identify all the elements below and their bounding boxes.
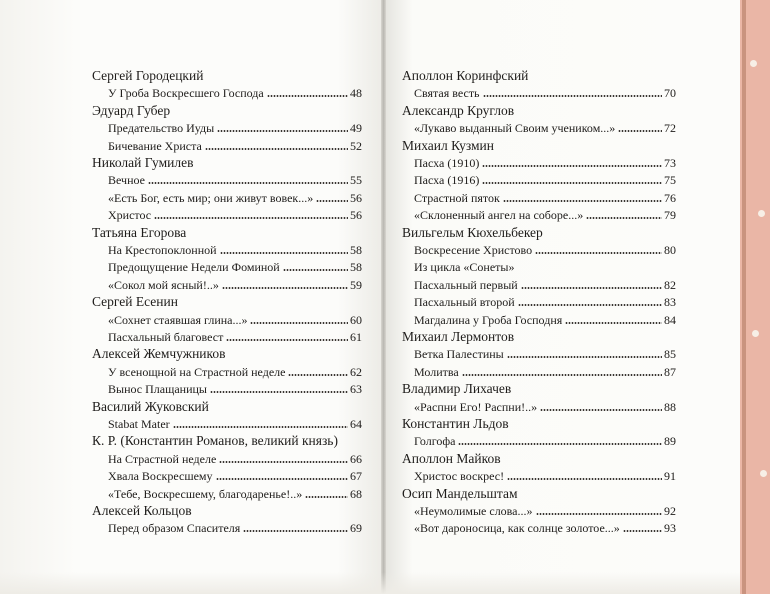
toc-author: [92, 294, 178, 310]
right-page: [384, 0, 740, 594]
toc-entry: [108, 451, 362, 467]
page-number: 49: [350, 121, 362, 136]
dot-leader: [205, 148, 348, 150]
page-number: 58: [350, 243, 362, 257]
poem-title: Голгофа: [414, 434, 456, 449]
toc-entry: [414, 503, 676, 519]
toc-entry: [414, 207, 676, 223]
author-name: Василий Жуковский: [92, 398, 209, 414]
dot-leader: [507, 478, 662, 480]
dot-leader: [217, 130, 348, 132]
toc-author: [92, 155, 193, 171]
poem-title: Воскресение Христово: [414, 243, 533, 257]
toc-entry: [414, 259, 676, 275]
author-name: Николай Гумилев: [92, 155, 194, 170]
page-number: 48: [350, 86, 362, 101]
toc-entry: [414, 172, 676, 188]
page-number: 84: [664, 312, 676, 327]
poem-title: «Вот дароносица, как солнце золотое...»: [414, 521, 620, 536]
dot-leader: [250, 322, 348, 324]
poem-title: Бичевание Христа: [108, 138, 202, 153]
toc-entry: [414, 120, 676, 136]
page-number: 76: [664, 190, 676, 205]
poem-title: Ветка Палестины: [414, 347, 504, 362]
toc-entry: [414, 399, 676, 415]
poem-title: Пасха (1910): [414, 156, 480, 170]
poem-title: «Есть Бог, есть мир; они живут вовек...»: [108, 190, 314, 205]
dot-leader: [283, 269, 348, 271]
page-number: 82: [664, 277, 676, 292]
cover-flower: [758, 210, 765, 217]
book-gutter: [381, 0, 386, 594]
page-number: 73: [664, 156, 676, 170]
author-name: Аполлон Коринфский: [402, 68, 529, 83]
page-number: 60: [350, 312, 362, 327]
author-name: Алексей Кольцов: [92, 503, 192, 518]
toc-entry: [414, 242, 676, 258]
toc-author: [402, 416, 509, 432]
toc-entry: [414, 155, 676, 171]
page-number: 66: [350, 451, 362, 466]
dot-leader: [618, 130, 662, 132]
dot-leader: [503, 200, 662, 202]
poem-title: Страстной пяток: [414, 190, 500, 205]
dot-leader: [226, 339, 348, 341]
dot-leader: [216, 478, 349, 480]
toc-entry: [108, 312, 362, 328]
toc-entry: [108, 207, 362, 223]
poem-title: На Страстной неделе: [108, 451, 217, 466]
page-number: 56: [350, 190, 362, 205]
poem-title: Христос воскрес!: [414, 469, 505, 484]
toc-entry: [414, 364, 676, 380]
toc-entry: [414, 294, 676, 310]
toc-entry: [108, 416, 362, 432]
dot-leader: [316, 200, 348, 202]
dot-leader: [586, 217, 662, 219]
author-name: Михаил Кузмин: [402, 137, 495, 153]
page-number: 61: [350, 330, 362, 344]
table-of-contents-left: [0, 0, 383, 594]
toc-entry: [108, 468, 362, 484]
poem-title: Вечное: [108, 173, 145, 188]
page-number: 88: [664, 399, 676, 414]
poem-title: Христос: [108, 208, 152, 223]
dot-leader: [623, 530, 662, 532]
dot-leader: [267, 95, 348, 97]
author-name: Татьяна Егорова: [92, 224, 187, 240]
page-number: 58: [350, 260, 362, 275]
toc-entry: [108, 242, 362, 258]
poem-title: «Склоненный ангел на соборе...»: [414, 208, 584, 223]
dot-leader: [540, 409, 662, 411]
poem-title: Святая весть: [414, 86, 480, 101]
book-cover-edge: [740, 0, 770, 594]
poem-title: «Лукаво выданный Своим учеником...»: [414, 121, 616, 136]
poem-title: Перед образом Спасителя: [108, 521, 241, 536]
page-number: 83: [664, 295, 676, 310]
page-number: 75: [664, 173, 676, 188]
toc-author: [92, 433, 338, 449]
page-number: 69: [350, 521, 362, 536]
poem-title: «Сохнет стаявшая глина...»: [108, 312, 248, 327]
poem-title: «Распни Его! Распни!..»: [414, 399, 538, 414]
page-number: 80: [664, 243, 676, 257]
toc-entry: [414, 277, 676, 293]
dot-leader: [222, 287, 348, 289]
dot-leader: [220, 252, 348, 254]
poem-title: Пасхальный благовест: [108, 330, 224, 344]
dot-leader: [148, 182, 348, 184]
poem-title: Хвала Воскресшему: [108, 469, 213, 484]
page-number: 91: [664, 469, 676, 484]
author-name: Сергей Есенин: [92, 294, 178, 310]
poem-title: Пасха (1916): [414, 173, 480, 188]
toc-entry: [414, 85, 676, 101]
dot-leader: [173, 426, 348, 428]
author-name: Владимир Лихачев: [402, 381, 512, 397]
toc-entry: [414, 433, 676, 449]
dot-leader: [462, 374, 662, 376]
toc-entry: [108, 329, 362, 345]
page-number: 68: [350, 486, 362, 501]
toc-author: [92, 68, 203, 84]
toc-entry: [108, 172, 362, 188]
poem-title: На Крестопоклонной: [108, 243, 217, 257]
poem-title: «Неумолимые слова...»: [414, 504, 533, 518]
toc-author: [402, 329, 514, 345]
dot-leader: [288, 374, 348, 376]
author-name: Алексей Жемчужников: [92, 346, 226, 362]
toc-entry: [108, 85, 362, 101]
page-number: 52: [350, 138, 362, 153]
dot-leader: [521, 287, 662, 289]
page-number: 55: [350, 173, 362, 188]
dot-leader: [507, 356, 662, 358]
toc-entry: [414, 468, 676, 484]
poem-title: У всенощной на Страстной неделе: [108, 364, 286, 379]
dot-leader: [518, 304, 662, 306]
author-name: Михаил Лермонтов: [402, 329, 515, 344]
toc-entry: [414, 190, 676, 206]
toc-author: [402, 138, 494, 154]
toc-entry: [108, 364, 362, 380]
toc-author: [402, 451, 501, 467]
cover-flower: [750, 60, 757, 67]
author-name: Константин Льдов: [402, 416, 509, 431]
dot-leader: [536, 513, 662, 515]
page-number: 67: [350, 469, 362, 484]
poem-title: «Тебе, Воскресшему, благодаренье!..»: [108, 486, 303, 501]
dot-leader: [565, 322, 662, 324]
page-number: 93: [664, 521, 676, 536]
toc-entry: [414, 346, 676, 362]
poem-title: Пасхальный второй: [414, 295, 515, 310]
page-number: 63: [350, 382, 362, 397]
page-number: 72: [664, 121, 676, 136]
toc-entry: [108, 138, 362, 154]
dot-leader: [483, 95, 662, 97]
page-number: 79: [664, 208, 676, 223]
author-name: Вильгельм Кюхельбекер: [402, 224, 543, 240]
poem-title: У Гроба Воскресшего Господа: [108, 86, 264, 101]
toc-entry: [108, 520, 362, 536]
toc-entry: [108, 277, 362, 293]
toc-author: [92, 103, 170, 119]
toc-entry: [108, 120, 362, 136]
toc-author: [92, 346, 226, 362]
page-bottom-shadow: [0, 572, 740, 594]
poem-title: Stabat Mater: [108, 417, 170, 431]
author-name: Осип Мандельштам: [402, 485, 518, 501]
dot-leader: [482, 165, 662, 167]
page-number: 64: [350, 417, 362, 431]
dot-leader: [243, 530, 348, 532]
author-name: Сергей Городецкий: [92, 68, 204, 83]
dot-leader: [219, 461, 348, 463]
poem-title: Предощущение Недели Фоминой: [108, 260, 280, 275]
page-number: 59: [350, 277, 362, 292]
toc-author: [92, 503, 192, 519]
page-number: 85: [664, 347, 676, 362]
dot-leader: [210, 391, 348, 393]
page-number: 70: [664, 86, 676, 101]
toc-author: [402, 68, 528, 84]
poem-title: Молитва: [414, 364, 459, 379]
page-number: 56: [350, 208, 362, 223]
dot-leader: [458, 443, 662, 445]
toc-author: [402, 486, 518, 502]
dot-leader: [535, 252, 662, 254]
page-number: 62: [350, 364, 362, 379]
poem-title: Магдалина у Гроба Господня: [414, 312, 563, 327]
author-name: Эдуард Губер: [92, 102, 171, 118]
dot-leader: [154, 217, 348, 219]
toc-entry: [414, 520, 676, 536]
author-name: К. Р. (Константин Романов, великий князь): [92, 433, 338, 449]
poem-title: Пасхальный первый: [414, 277, 518, 292]
cover-flower: [760, 470, 767, 477]
table-of-contents-right: [384, 0, 740, 594]
left-page: [0, 0, 383, 594]
page-number: 89: [664, 434, 676, 449]
dot-leader: [305, 496, 348, 498]
toc-author: [402, 225, 543, 241]
author-name: Александр Круглов: [402, 102, 515, 118]
cover-flower: [752, 330, 759, 337]
poem-title: Предательство Иуды: [108, 121, 215, 136]
poem-title: «Сокол мой ясный!..»: [108, 277, 219, 292]
page-number: 87: [664, 364, 676, 379]
toc-author: [92, 399, 209, 415]
toc-author: [92, 225, 186, 241]
author-name: Аполлон Майков: [402, 450, 501, 466]
toc-entry: [108, 381, 362, 397]
toc-author: [402, 103, 514, 119]
poem-title: Вынос Плащаницы: [108, 382, 207, 397]
toc-entry: [108, 190, 362, 206]
poem-title: Из цикла «Сонеты»: [414, 260, 515, 275]
page-number: 92: [664, 504, 676, 518]
dot-leader: [482, 182, 662, 184]
toc-entry: [108, 486, 362, 502]
toc-entry: [414, 312, 676, 328]
toc-entry: [108, 259, 362, 275]
toc-author: [402, 381, 511, 397]
